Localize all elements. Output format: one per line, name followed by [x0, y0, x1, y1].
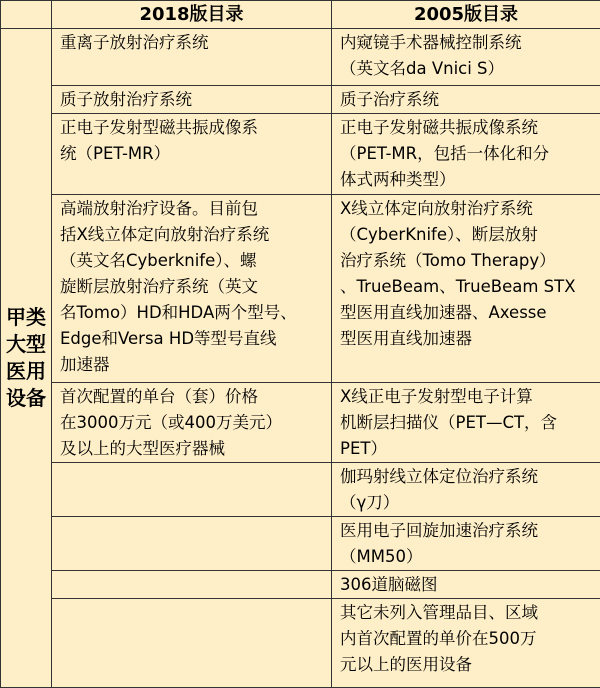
category-class-a-large-equipment: 甲类 大型 医用 设备 [1, 29, 52, 688]
table-row [1, 383, 600, 463]
table-row [1, 29, 600, 86]
table-row [1, 114, 600, 195]
cell-2018: 高端放射治疗设备。目前包 括X线立体定向放射治疗系统 （英文名Cyberknife）、螺 旋断层放射治疗系统（英文 名Tomo）HD和HDA两个型号、 Edge和Versa HD等型号直线 加速器 [52, 195, 332, 383]
header-2005-catalog: 2005版目录 [332, 1, 600, 29]
table-row [1, 463, 600, 517]
cell-2018-empty [52, 463, 332, 517]
header-row [1, 1, 600, 29]
header-2018-catalog: 2018版目录 [52, 1, 332, 29]
table-row [1, 195, 600, 383]
cell-2005: 伽玛射线立体定位治疗系统 （γ刀） [332, 463, 600, 517]
cell-2005: 正电子发射磁共振成像系统 （PET-MR，包括一体化和分 体式两种类型） [332, 114, 600, 195]
cell-2018-empty [52, 599, 332, 688]
cell-2005: X线正电子发射型电子计算 机断层扫描仪（PET—CT，含 PET） [332, 383, 600, 463]
table-row [1, 517, 600, 571]
cell-2018: 正电子发射型磁共振成像系 统（PET-MR） [52, 114, 332, 195]
cell-2005: 内窥镜手术器械控制系统 （英文名da Vnici S） [332, 29, 600, 86]
cell-2018-empty [52, 517, 332, 571]
cell-2005: 其它未列入管理品目、区域 内首次配置的单价在500万 元以上的医用设备 [332, 599, 600, 688]
cell-2018: 重离子放射治疗系统 [52, 29, 332, 86]
cell-2018: 首次配置的单台（套）价格 在3000万元（或400万美元） 及以上的大型医疗器械 [52, 383, 332, 463]
cell-2005: X线立体定向放射治疗系统 （CyberKnife）、断层放射 治疗系统（Tomo Therapy） 、TrueBeam、TrueBeam STX 型医用直线加速器、Axesse 型医用直线加速器 [332, 195, 600, 383]
table-row [1, 599, 600, 688]
cell-2005: 306道脑磁图 [332, 571, 600, 599]
cell-2018: 质子放射治疗系统 [52, 86, 332, 114]
cell-2005: 质子治疗系统 [332, 86, 600, 114]
cell-2005: 医用电子回旋加速治疗系统 （MM50） [332, 517, 600, 571]
table-row [1, 571, 600, 599]
header-corner-cell [1, 1, 52, 29]
cell-2018-empty [52, 571, 332, 599]
table-row [1, 86, 600, 114]
